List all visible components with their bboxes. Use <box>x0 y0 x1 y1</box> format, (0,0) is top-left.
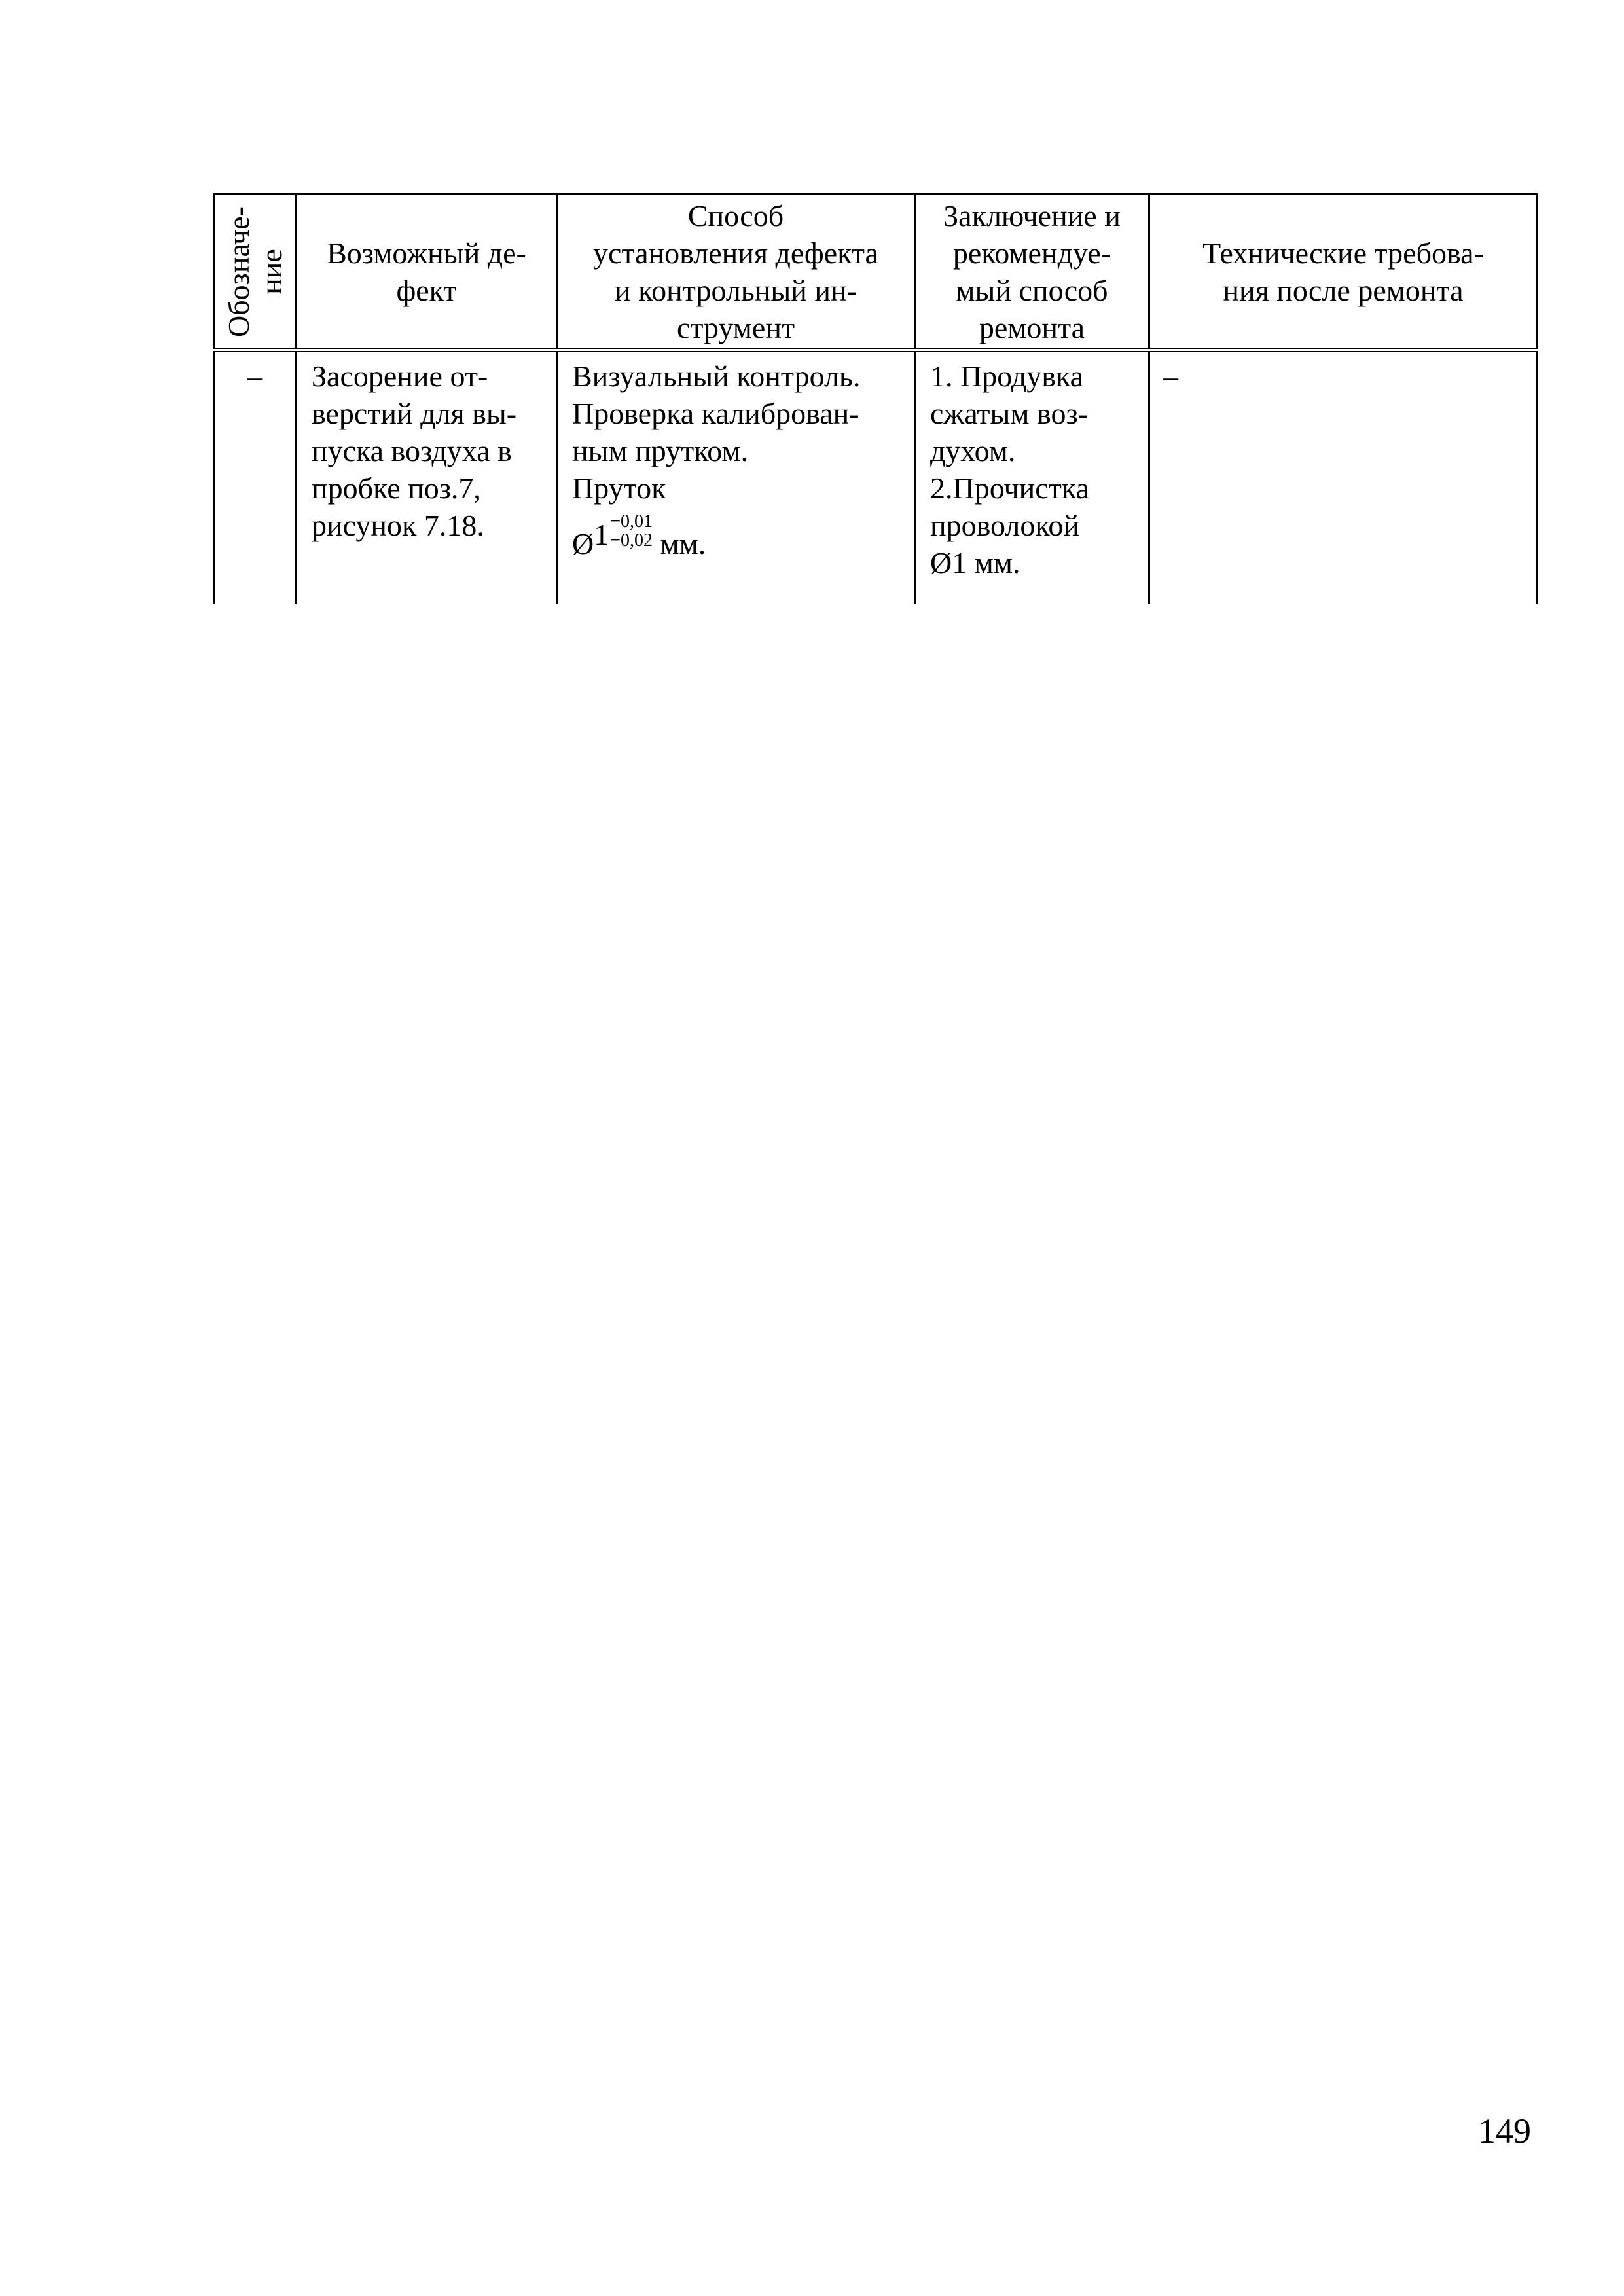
cell-conclusion <box>915 350 1149 605</box>
header-defect-line: Возможный де- <box>327 236 526 270</box>
cell-requirements: – <box>1149 350 1538 605</box>
cell-defect-line: пуска воздуха в <box>312 434 512 467</box>
header-method-line: установления дефекта <box>593 236 878 270</box>
cell-defect-line: рисунок 7.18. <box>312 509 484 542</box>
cell-method-line: Пруток <box>572 471 666 505</box>
cell-conclusion-line: Ø1 мм. <box>930 546 1020 579</box>
header-conclusion-line: мый способ <box>956 273 1108 307</box>
header-conclusion-line: ремонта <box>979 310 1085 344</box>
header-conclusion-line: рекомендуе- <box>952 236 1111 270</box>
table-header-row <box>214 194 1538 350</box>
header-requirements <box>1149 194 1538 350</box>
cell-defect-line: пробке поз.7, <box>312 471 481 505</box>
rod-upper-deviation: −0,01 <box>610 511 653 532</box>
cell-method-line: Проверка калиброван- <box>572 397 859 430</box>
cell-method-line: ным прутком. <box>572 434 748 467</box>
defect-table <box>213 193 1538 604</box>
cell-defect <box>297 350 557 605</box>
cell-defect-line: Засорение от- <box>312 359 488 393</box>
header-requirements-line: ния после ремонта <box>1223 273 1464 307</box>
header-designation <box>214 194 297 350</box>
table-row <box>214 350 1538 605</box>
cell-designation: – <box>214 350 297 605</box>
cell-conclusion-line: сжатым воз- <box>930 397 1088 430</box>
header-designation-line: Обозначе- <box>222 206 255 337</box>
header-defect-line: фект <box>396 273 457 307</box>
cell-defect-line: верстий для вы- <box>312 397 517 430</box>
rod-lower-deviation: −0,02 <box>610 530 653 551</box>
cell-conclusion-line: духом. <box>930 434 1016 467</box>
rod-tolerance <box>572 511 903 570</box>
page-number: 149 <box>1478 2111 1531 2151</box>
header-method <box>557 194 915 350</box>
rod-unit: мм. <box>660 527 706 560</box>
header-requirements-line: Технические требова- <box>1202 236 1484 270</box>
rod-nominal: 1 <box>594 518 609 551</box>
header-method-line: струмент <box>676 310 795 344</box>
cell-method <box>557 350 915 605</box>
cell-conclusion-line: проволокой <box>930 509 1080 542</box>
header-conclusion <box>915 194 1149 350</box>
cell-conclusion-line: 1. Продувка <box>930 359 1084 393</box>
header-method-line: Способ <box>687 198 784 232</box>
cell-conclusion-line: 2.Прочистка <box>930 471 1089 505</box>
header-conclusion-line: Заключение и <box>943 198 1121 232</box>
header-defect <box>297 194 557 350</box>
cell-method-line: Визуальный контроль. <box>572 359 861 393</box>
diameter-symbol: Ø <box>572 527 594 560</box>
header-method-line: и контрольный ин- <box>615 273 857 307</box>
header-designation-line: ние <box>255 248 288 295</box>
